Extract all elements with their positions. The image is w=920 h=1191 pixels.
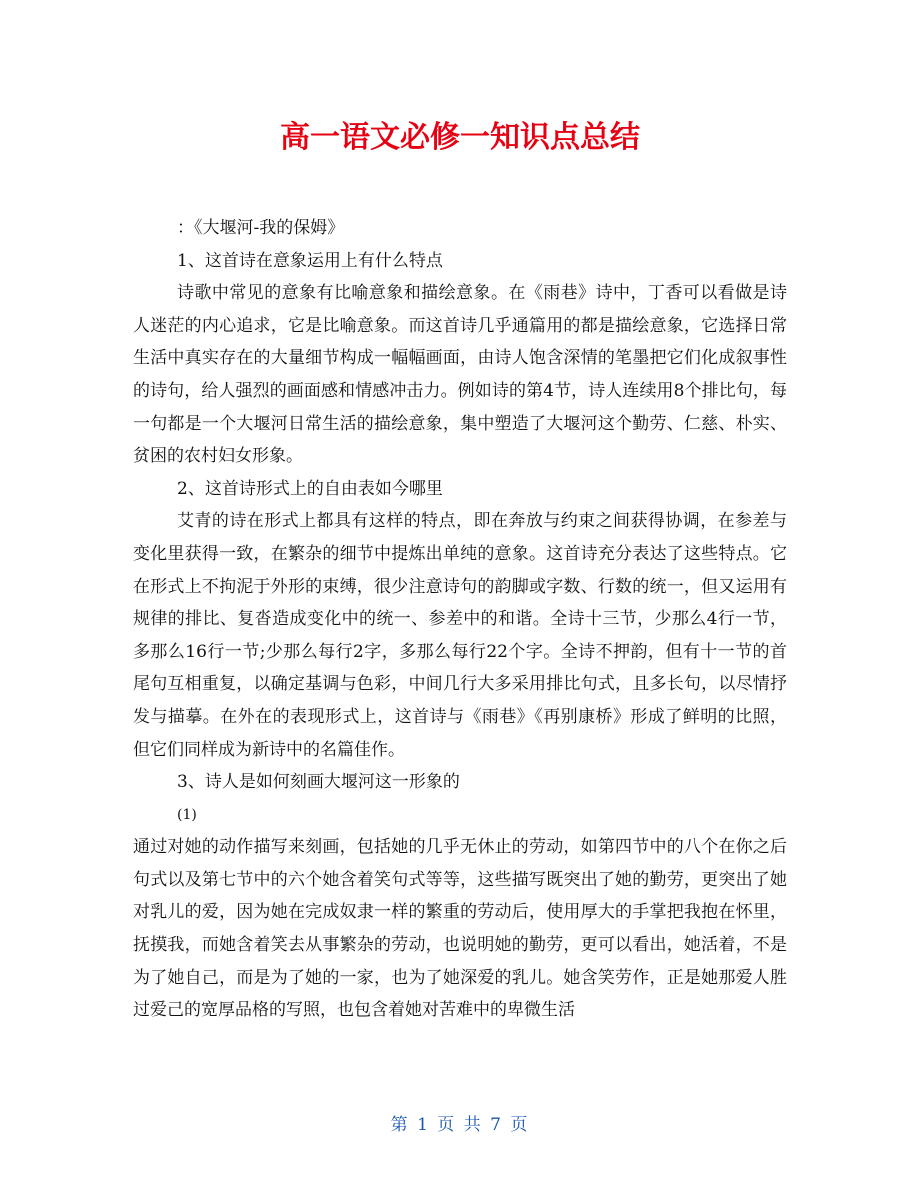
question-heading-1: 1、这首诗在意象运用上有什么特点 xyxy=(177,250,443,271)
question-heading-3: 3、诗人是如何刻画大堰河这一形象的 xyxy=(177,772,460,793)
list-marker: (1) xyxy=(177,806,197,823)
page-number: 第 1 页 共 7 页 xyxy=(390,1115,530,1135)
page-title: 高一语文必修一知识点总结 xyxy=(280,120,640,155)
answer-paragraph-3: 通过对她的动作描写来刻画，包括她的几乎无休止的劳动，如第四节中的八个在你之后句式以及第七节中的六个她含着笑句式等等，这些描写既突出了她的勤劳，更突出了她对乳儿的爱，因为她在完成奴隶一样的繁重的劳动后，使用厚大的手掌把我抱在怀里，抚摸我，而她含着笑去从事繁杂的劳动，也说明她的勤劳，更可以看出，她活着，不是为了她自己，而是为了她的一家，也为了她深爱的乳儿。她含笑劳作，正是她那爱人胜过爱己的宽厚品格的写照，也包含着她对苦难中的卑微生活 xyxy=(133,837,787,1021)
question-heading-2: 2、这首诗形式上的自由表如今哪里 xyxy=(177,478,443,499)
answer-paragraph-1: 诗歌中常见的意象有比喻意象和描绘意象。在《雨巷》诗中，丁香可以看做是诗人迷茫的内心追求，它是比喻意象。而这首诗几乎通篇用的都是描绘意象，它选择日常生活中真实存在的大量细节构成一幅幅画面，由诗人饱含深情的笔墨把它们化成叙事性的诗句，给人强烈的画面感和情感冲击力。例如诗的第4节，诗人连续用8个排比句，每一句都是一个大堰河日常生活的描绘意象，集中塑造了大堰河这个勤劳、仁慈、朴实、贫困的农村妇女形象。 xyxy=(133,283,787,467)
answer-paragraph-2: 艾青的诗在形式上都具有这样的特点，即在奔放与约束之间获得协调，在参差与变化里获得一致，在繁杂的细节中提炼出单纯的意象。这首诗充分表达了这些特点。它在形式上不拘泥于外形的束缚，很少注意诗句的韵脚或字数、行数的统一，但又运用有规律的排比、复沓造成变化中的统一、参差中的和谐。全诗十三节，少那么4行一节，多那么16行一节;少那么每行2字，多那么每行22个字。全诗不押韵，但有十一节的首尾句互相重复，以确定基调与色彩，中间几行大多采用排比句式，且多长句，以尽情抒发与描摹。在外在的表现形式上，这首诗与《雨巷》《再别康桥》形成了鲜明的比照，但它们同样成为新诗中的名篇佳作。 xyxy=(133,511,787,760)
section-heading: ：《大堰河-我的保姆》 xyxy=(177,218,345,238)
document-body xyxy=(133,212,787,1027)
